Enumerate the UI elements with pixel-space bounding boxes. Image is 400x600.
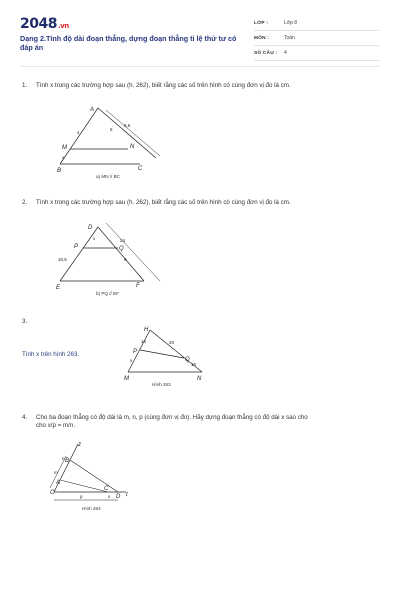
label-p: p xyxy=(80,494,83,499)
segment-DF xyxy=(98,227,144,281)
question-text: Tính x trong các trường hợp sau (h. 262), biết rằng các số trên hình có cùng đơn vị đo là cm. xyxy=(36,82,291,89)
logo-suffix: .vn xyxy=(57,22,69,30)
point-B: B xyxy=(57,168,62,174)
meta-row-subject xyxy=(254,31,379,46)
meta-value: Toán xyxy=(284,35,295,41)
label-m: m xyxy=(54,470,58,475)
point-M: M xyxy=(62,145,67,151)
point-D: D xyxy=(116,494,121,500)
point-E: E xyxy=(56,285,61,291)
point-z: z xyxy=(78,442,81,448)
question-text: Cho ba đoạn thẳng có độ dài là m, n, p (cùng đơn vị đo). Hãy dựng đoạn thẳng có độ dài x sao cho xyxy=(36,414,308,421)
meta-row-class xyxy=(254,16,379,31)
question-number: 4. xyxy=(22,414,28,421)
label-5: 5 xyxy=(110,127,113,132)
question-number: 1. xyxy=(22,82,28,89)
figure-caption: b) PQ // EF xyxy=(96,291,119,296)
meta-value: 4 xyxy=(284,50,287,56)
label-x: x xyxy=(108,494,111,499)
segment-PQ xyxy=(140,350,184,358)
label-x: x xyxy=(130,358,133,363)
point-H: H xyxy=(144,327,149,333)
question-number: 2. xyxy=(22,199,28,206)
label-15: 15 xyxy=(191,362,197,367)
label-x: x xyxy=(93,236,96,241)
point-t: t xyxy=(126,492,128,498)
label-8-5: 8,5 xyxy=(124,123,131,128)
figure-4 xyxy=(40,438,150,518)
header-divider xyxy=(20,66,380,67)
figure-2 xyxy=(48,217,168,297)
label-10-5: 10,5 xyxy=(58,257,67,262)
point-C: C xyxy=(104,486,109,492)
label-x: x xyxy=(62,155,65,160)
segment-AC xyxy=(60,480,108,492)
meta-key: MÔN : xyxy=(254,35,270,41)
point-M: M xyxy=(124,376,129,382)
point-F: F xyxy=(136,283,140,289)
point-N: N xyxy=(130,144,135,150)
dimension-line xyxy=(106,223,160,281)
logo-text: 2048 xyxy=(20,16,57,32)
meta-key: SỐ CÂU : xyxy=(254,50,278,56)
point-D: D xyxy=(88,225,93,231)
point-A: A xyxy=(56,480,61,486)
label-n: n xyxy=(62,456,65,461)
question-number: 3. xyxy=(22,318,28,325)
point-O: O xyxy=(50,490,55,496)
figure-caption: Hình 263 xyxy=(152,382,171,387)
question-4 xyxy=(22,414,374,430)
segment-AC-extended xyxy=(98,108,156,158)
figure-3 xyxy=(120,322,220,392)
label-24: 24 xyxy=(120,238,126,243)
point-P: P xyxy=(74,244,79,250)
question-formula: cho x/p = m/n. xyxy=(36,422,76,429)
meta-row-count xyxy=(254,46,379,61)
segment-BD xyxy=(70,460,118,492)
label-9: 9 xyxy=(124,257,127,262)
point-B: B xyxy=(65,458,70,464)
question-text: Tính x trên hình 263. xyxy=(22,351,80,358)
meta-key: LỚP : xyxy=(254,20,269,26)
point-A: A xyxy=(90,107,95,113)
question-2 xyxy=(22,199,382,207)
point-N: N xyxy=(197,376,202,382)
figure-caption: a) MN // BC xyxy=(96,174,120,179)
question-1 xyxy=(22,82,382,90)
question-text: Tính x trong các trường hợp sau (h. 262), biết rằng các số trên hình có cùng đơn vị đo là cm. xyxy=(36,199,291,206)
label-4: 4 xyxy=(77,130,80,135)
segment-AB xyxy=(60,108,98,164)
point-Q: Q xyxy=(119,246,124,252)
meta-value: Lớp 8 xyxy=(284,20,298,26)
page-title: Dạng 2.Tính độ dài đoạn thẳng, dựng đoạn thẳng tỉ lệ thứ tư có đáp án xyxy=(20,34,237,52)
figure-1 xyxy=(48,100,168,180)
point-C: C xyxy=(138,166,143,172)
label-16: 16 xyxy=(141,339,147,344)
point-Q: Q xyxy=(185,357,190,363)
site-logo[interactable] xyxy=(20,16,69,32)
point-P: P xyxy=(133,349,138,355)
label-20: 20 xyxy=(169,340,175,345)
meta-info xyxy=(254,16,379,61)
figure-caption: Hình 264 xyxy=(82,506,101,511)
